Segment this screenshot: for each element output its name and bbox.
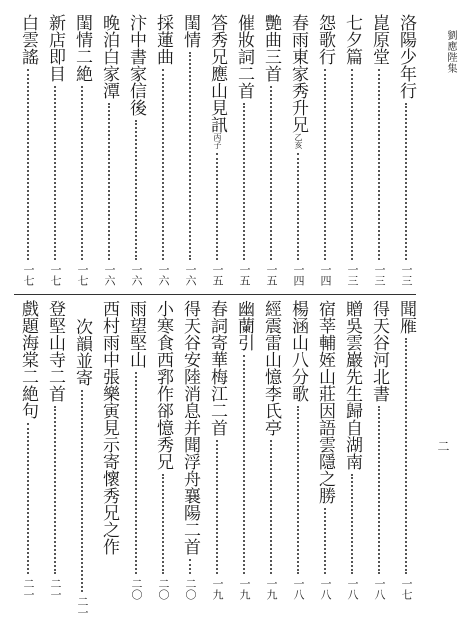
toc-entry-title <box>205 14 229 149</box>
toc-entry-title <box>232 14 256 99</box>
leader-dots <box>297 153 299 260</box>
toc-page-number: 二〇 <box>157 578 170 600</box>
toc-entry-title <box>178 14 202 48</box>
toc-title-text: 次韻並寄 <box>72 318 92 386</box>
toc-entry <box>394 14 418 286</box>
toc-entry <box>178 14 202 286</box>
leader-dots <box>216 440 218 574</box>
toc-page-number: 一八 <box>346 578 359 600</box>
toc-lower-block <box>16 300 418 618</box>
toc-entry-title <box>286 300 310 402</box>
toc-title-text: 西村雨中張樂寅見示寄懷秀兄之作 <box>99 300 119 555</box>
running-header: 劉應陛集 <box>445 30 456 74</box>
toc-entry <box>340 14 364 286</box>
toc-page-number: 一七 <box>22 264 35 286</box>
toc-entry-title <box>124 14 148 116</box>
toc-page-number: 一五 <box>265 264 278 286</box>
toc-title-text: 艷曲三首 <box>261 14 281 82</box>
toc-entry-title <box>259 300 283 436</box>
leader-dots <box>135 372 137 574</box>
toc-entry-title <box>313 300 337 504</box>
toc-entry-title <box>124 300 148 368</box>
toc-title-text: 閨情二絶 <box>72 14 92 82</box>
toc-title-text: 小寒食西郛作郤憶秀兄 <box>153 300 173 470</box>
toc-page-number: 一七 <box>49 264 62 286</box>
leader-dots <box>405 103 407 260</box>
toc-entry <box>259 14 283 286</box>
leader-dots <box>378 406 380 574</box>
toc-entry-title <box>340 14 364 65</box>
toc-entry <box>259 300 283 600</box>
toc-entry <box>367 14 391 286</box>
toc-title-annotation: 乙亥 <box>294 133 303 149</box>
toc-title-text: 新店即目 <box>45 14 65 82</box>
leader-dots <box>135 120 137 260</box>
toc-entry <box>394 300 418 600</box>
toc-entry <box>43 14 67 286</box>
toc-title-text: 楊涵山八分歌 <box>288 300 308 402</box>
toc-entry <box>232 300 256 600</box>
toc-page-number: 一六 <box>130 264 143 286</box>
toc-entry-title <box>205 300 229 436</box>
toc-page-number: 一五 <box>238 264 251 286</box>
page-number: 二 <box>436 440 450 452</box>
toc-title-text: 春詞寄華梅江二首 <box>207 300 227 436</box>
toc-entry <box>178 300 202 600</box>
toc-title-text: 贈吳雲巖先生歸自湖南 <box>342 300 362 470</box>
toc-entry-title <box>43 14 67 82</box>
toc-entry-title <box>340 300 364 470</box>
toc-title-text: 七夕篇 <box>342 14 362 65</box>
toc-entry <box>97 14 121 286</box>
toc-page-number: 一三 <box>346 264 359 286</box>
toc-entry-title <box>178 300 202 555</box>
toc-entry-title <box>394 14 418 99</box>
toc-title-text: 採蓮曲 <box>153 14 173 65</box>
toc-entry <box>151 14 175 286</box>
toc-title-text: 得天谷河北書 <box>369 300 389 402</box>
toc-entry <box>97 300 121 600</box>
leader-dots <box>54 406 56 574</box>
toc-page-number: 二一 <box>49 578 62 600</box>
toc-title-text: 崑原堂 <box>369 14 389 65</box>
toc-entry <box>124 14 148 286</box>
toc-entry <box>286 300 310 600</box>
leader-dots <box>189 559 191 574</box>
leader-dots <box>81 390 83 592</box>
toc-entry-title <box>286 14 310 149</box>
toc-entry-title <box>70 318 94 386</box>
toc-page-number: 二一 <box>76 596 89 618</box>
leader-dots <box>270 440 272 574</box>
toc-entry-title <box>259 14 283 82</box>
toc-title-text: 晚泊白家潭 <box>99 14 119 99</box>
toc-entry-title <box>43 300 67 402</box>
toc-upper-block <box>16 14 418 286</box>
toc-entry-title <box>97 300 121 555</box>
leader-dots <box>351 69 353 260</box>
toc-entry-title <box>97 14 121 99</box>
toc-title-text: 聞雁 <box>396 300 416 334</box>
toc-entry <box>286 14 310 286</box>
leader-dots <box>324 508 326 574</box>
toc-entry <box>205 14 229 286</box>
leader-dots <box>243 103 245 260</box>
leader-dots <box>351 474 353 574</box>
leader-dots <box>378 69 380 260</box>
leader-dots <box>108 103 110 260</box>
toc-page-number: 一九 <box>238 578 251 600</box>
toc-entry <box>232 14 256 286</box>
toc-page-number: 二一 <box>22 578 35 600</box>
leader-dots <box>216 153 218 260</box>
toc-page-number: 一三 <box>400 264 413 286</box>
toc-title-text: 宿莘輔姪山莊因語雲隱之勝 <box>315 300 335 504</box>
toc-page-number: 一六 <box>184 264 197 286</box>
toc-entry-title <box>70 14 94 82</box>
toc-page-number: 一八 <box>319 578 332 600</box>
leader-dots <box>27 423 29 574</box>
toc-page-number: 一四 <box>292 264 305 286</box>
toc-entry <box>367 300 391 600</box>
toc-page-number: 二〇 <box>184 578 197 600</box>
toc-entry <box>70 300 94 618</box>
toc-page-number: 一九 <box>265 578 278 600</box>
divider-rule <box>14 294 416 295</box>
toc-entry <box>124 300 148 600</box>
toc-page-number: 一七 <box>400 578 413 600</box>
toc-page-number: 一六 <box>103 264 116 286</box>
toc-title-text: 春雨東家秀升兄 <box>288 14 308 133</box>
toc-entry <box>43 300 67 600</box>
toc-entry <box>70 14 94 286</box>
toc-page-number: 一八 <box>292 578 305 600</box>
toc-title-text: 怨歌行 <box>315 14 335 65</box>
toc-entry <box>16 14 40 286</box>
toc-title-text: 得天谷安陸消息并聞浮舟襄陽二首 <box>180 300 200 555</box>
toc-title-text: 白雲謠 <box>18 14 38 65</box>
toc-title-text: 汴中書家信後 <box>126 14 146 116</box>
toc-page-number: 一七 <box>76 264 89 286</box>
leader-dots <box>243 355 245 574</box>
toc-page-number: 一六 <box>157 264 170 286</box>
toc-entry-title <box>16 14 40 65</box>
toc-entry-title <box>16 300 40 419</box>
toc-page-number: 一五 <box>211 264 224 286</box>
toc-page-number: 二〇 <box>130 578 143 600</box>
toc-entry-title <box>232 300 256 351</box>
toc-entry <box>313 300 337 600</box>
toc-title-text: 洛陽少年行 <box>396 14 416 99</box>
toc-entry-title <box>367 14 391 65</box>
toc-title-text: 閨情 <box>180 14 200 48</box>
leader-dots <box>189 52 191 260</box>
leader-dots <box>270 86 272 260</box>
toc-entry <box>340 300 364 600</box>
toc-title-text: 催妝詞二首 <box>234 14 254 99</box>
toc-entry <box>151 300 175 600</box>
toc-entry <box>313 14 337 286</box>
leader-dots <box>81 86 83 260</box>
leader-dots <box>27 69 29 260</box>
toc-title-text: 答秀兄應山見訊 <box>207 14 227 133</box>
toc-entry-title <box>151 300 175 470</box>
toc-title-text: 登堅山寺二首 <box>45 300 65 402</box>
toc-page-number: 一九 <box>211 578 224 600</box>
toc-entry-title <box>367 300 391 402</box>
toc-page-number: 一四 <box>319 264 332 286</box>
toc-page-number: 一八 <box>373 578 386 600</box>
leader-dots <box>162 69 164 260</box>
toc-entry <box>16 300 40 600</box>
toc-entry-title <box>394 300 418 334</box>
toc-title-text: 戲題海棠二絶句 <box>18 300 38 419</box>
toc-title-text: 經震雷山憶李氏亭 <box>261 300 281 436</box>
toc-title-text: 幽蘭引 <box>234 300 254 351</box>
toc-page-number: 一三 <box>373 264 386 286</box>
leader-dots <box>297 406 299 574</box>
leader-dots <box>54 86 56 260</box>
toc-title-text: 雨望堅山 <box>126 300 146 368</box>
toc-entry-title <box>313 14 337 65</box>
toc-entry <box>205 300 229 600</box>
leader-dots <box>324 69 326 260</box>
toc-entry-title <box>151 14 175 65</box>
toc-title-annotation: 丙子 <box>213 133 222 149</box>
leader-dots <box>162 474 164 574</box>
leader-dots <box>405 338 407 574</box>
